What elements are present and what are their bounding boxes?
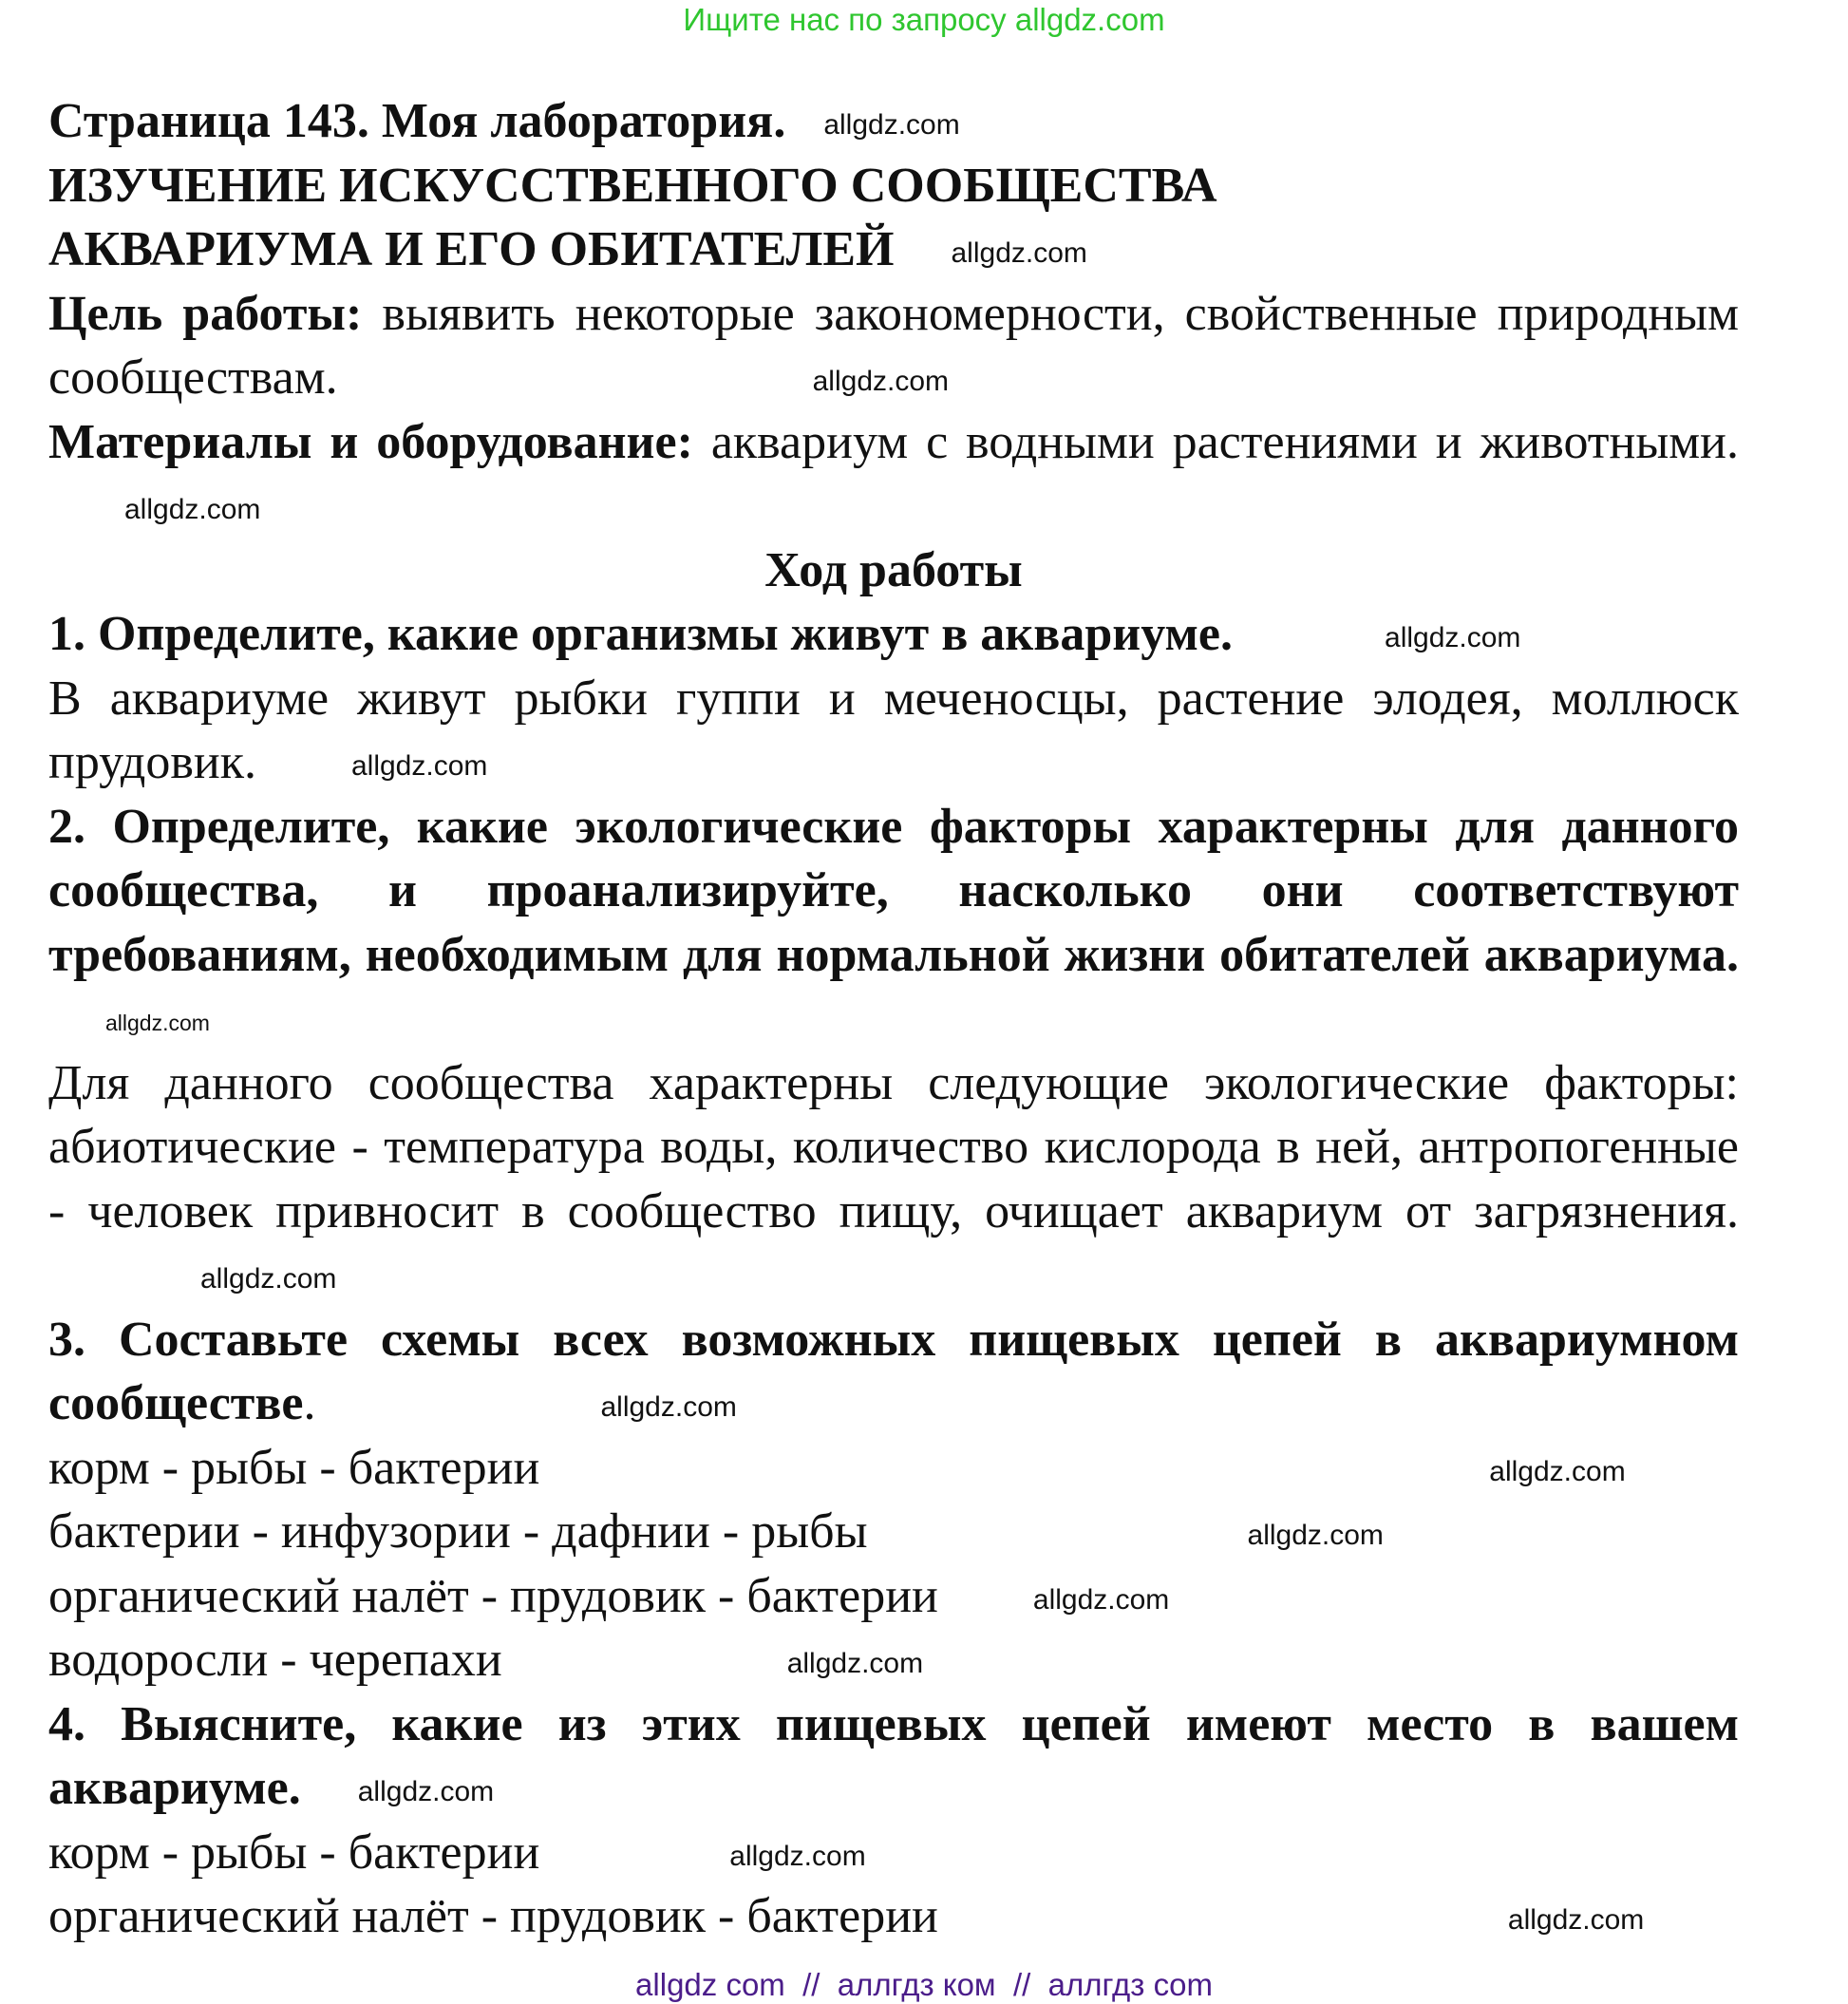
task-3-question-paragraph [48,1308,1739,1436]
food-chain-row [48,1628,1739,1692]
food-chain: бактерии - инфузории - дафнии - рыбы [48,1504,868,1559]
food-chain: водоросли - черепахи [48,1633,502,1687]
food-chain: органический налёт - прудовик - бактерии [48,1568,938,1623]
food-chain: корм - рыбы - бактерии [48,1440,540,1495]
watermark: allgdz.com [729,1840,866,1872]
goal-text: выявить некоторые закономерности, свойственные природным сообществам. [48,286,1739,405]
materials-label: Материалы и оборудование: [48,414,693,469]
document-body [48,89,1739,1949]
task-1-question: 1. Определите, какие организмы живут в аквариуме. [48,607,1234,661]
food-chain: органический налёт - прудовик - бактерии [48,1889,938,1943]
task-4-question-row [48,1692,1739,1821]
watermark: allgdz.com [1032,1583,1170,1616]
food-chain-row [48,1884,1739,1949]
watermark: allgdz.com [812,366,950,398]
goal-label: Цель работы: [48,286,363,341]
task-3-question-end: . [303,1376,316,1430]
task-2-answer-row [48,1051,1739,1308]
food-chain-row [48,1500,1739,1564]
watermark: allgdz.com [1507,1904,1645,1937]
watermark: allgdz.com [357,1776,495,1808]
watermark: allgdz.com [1489,1455,1626,1487]
procedure-title: Ход работы [764,542,1023,597]
goal-paragraph [48,282,1739,410]
task-1-answer-row [48,667,1739,795]
watermark: allgdz.com [350,750,488,783]
task-4-question: 4. Выясните, какие из этих пищевых цепей имеют место в вашем аквариуме. [48,1696,1739,1815]
food-chain-row [48,1821,1739,1885]
page-title: Страница 143. Моя лаборатория. [48,94,786,148]
watermark: allgdz.com [1385,622,1521,654]
task-3-question: 3. Составьте схемы всех возможных пищевых цепей в аквариумном сообществе [48,1312,1739,1430]
watermark: allgdz.com [105,1011,210,1036]
lab-heading-line2-row [48,217,1739,282]
materials-paragraph [48,410,1739,539]
watermark: allgdz.com [600,1391,737,1424]
materials-text: аквариум с водными растениями и животными. [692,414,1739,469]
top-banner[interactable]: Ищите нас по запросу allgdz.com [683,2,1165,37]
lab-heading-line2: АКВАРИУМА И ЕГО ОБИТАТЕЛЕЙ [48,222,895,276]
task-2-question: 2. Определите, какие экологические факторы характерны для данного сообщества, и проанализируйте, насколько они соответствуют требованиям, необходимым для нормальной жизни обитателей аквариума. [48,799,1739,982]
task-2-question-row [48,795,1739,1051]
task-1-answer: В аквариуме живут рыбки гуппи и меченосцы, растение элодея, моллюск прудовик. [48,671,1739,789]
watermark: allgdz.com [124,494,261,526]
watermark: allgdz.com [951,237,1087,270]
task-1-question-row [48,602,1739,667]
task-2-answer: Для данного сообщества характерны следующие экологические факторы: абиотические - температура воды, количество кислорода в ней, антропогенные - человек привносит в сообщество пищу, очищает аквариум от загрязнения. [48,1055,1739,1238]
footer-watermark: allgdz com // аллгдз ком // аллгдз com [635,1967,1213,2002]
watermark: allgdz.com [1247,1520,1384,1552]
food-chain: корм - рыбы - бактерии [48,1824,540,1880]
watermark: allgdz.com [823,109,960,142]
page-title-line [48,89,1739,154]
food-chain-row [48,1436,1739,1501]
food-chain-row [48,1564,1739,1629]
watermark: allgdz.com [200,1263,337,1295]
lab-heading-line1: ИЗУЧЕНИЕ ИСКУССТВЕННОГО СООБЩЕСТВА [48,158,1217,213]
watermark: allgdz.com [786,1648,924,1680]
